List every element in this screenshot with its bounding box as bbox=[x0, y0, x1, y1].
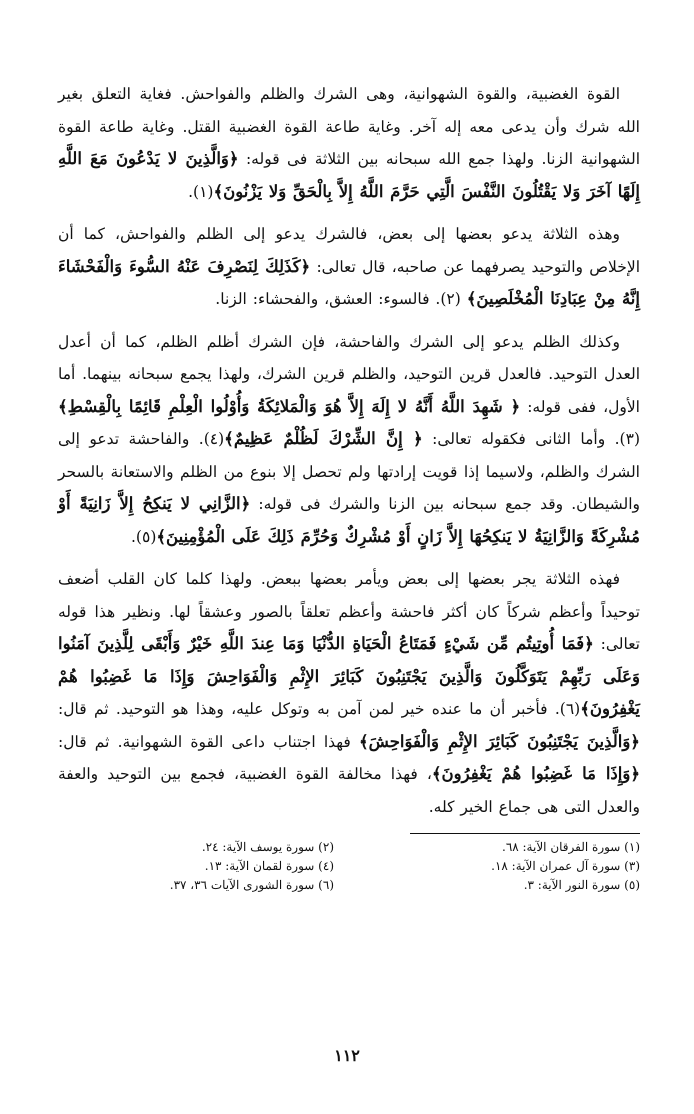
paragraph-text: القوة الغضبية، والقوة الشهوانية، وهى الشرك والظلم والفواحش. فغاية التعلق بغير الله شرك وأن يدعى معه إله آخر. وغاية طاعة القوة الغضبية القتل. وغاية طاعة القوة الشهوانية الزنا. ولهذا جمع الله سبحانه بين الثلاثة فى قوله: bbox=[58, 85, 641, 168]
footnote: (٣) سورة آل عمران الآية: ١٨. bbox=[491, 859, 640, 873]
quran-verse: ﴿الزَّانِي لا يَنكِحُ إِلاَّ زَانِيَةً أَوْ مُشْرِكَةً وَالزَّانِيَةُ لا يَنكِحُهَا إِلاَّ زَانٍ أَوْ مُشْرِكٌ وَحُرِّمَ ذَلِكَ عَلَى الْمُؤْمِنِينَ﴾ bbox=[58, 494, 640, 546]
paragraph bbox=[58, 563, 640, 823]
paragraph-text: (١). bbox=[188, 182, 214, 201]
paragraph-text: (٢). فالسوء: العشق، والفحشاء: الزنا. bbox=[215, 290, 467, 308]
footnote: (٦) سورة الشورى الآيات ٣٦، ٣٧. bbox=[169, 878, 334, 892]
quran-verse: ﴿وَالَّذِينَ يَجْتَنِبُونَ كَبَائِرَ الإِثْمِ وَالْفَوَاحِشَ﴾ bbox=[359, 731, 640, 751]
paragraph-text: وكذلك الظلم يدعو إلى الشرك والفاحشة، فإن الشرك أظلم الظلم، كما أن أعدل العدل التوحيد. فالعدل قرين التوحيد، والظلم قرين الشرك، ولهذا يجمع سبحانه بينهما. أما الأول، ففى قوله: bbox=[58, 332, 640, 416]
paragraph bbox=[58, 326, 640, 554]
quran-verse: ﴿فَمَا أُوتِيتُم مِّن شَيْءٍ فَمَتَاعُ الْحَيَاةِ الدُّنْيَا وَمَا عِندَ اللَّهِ خَيْرٌ وَأَبْقَى لِلَّذِينَ آمَنُوا وَعَلَى رَبِّهِمْ يَتَوَكَّلُونَ وَالَّذِينَ يَجْتَنِبُونَ كَبَائِرَ الإِثْمِ وَالْفَوَاحِشَ وَإِذَا مَا غَضِبُوا هُمْ يَغْفِرُونَ﴾ bbox=[58, 634, 640, 718]
footnote-separator bbox=[410, 833, 640, 834]
footnote: (٢) سورة يوسف الآية: ٢٤. bbox=[201, 840, 334, 854]
footnote: (٤) سورة لقمان الآية: ١٣. bbox=[204, 859, 334, 873]
paragraph-text: (٣). وأما الثانى فكقوله تعالى: bbox=[422, 430, 640, 448]
footnote: (١) سورة الفرقان الآية: ٦٨. bbox=[501, 840, 640, 854]
footnote: (٥) سورة النور الآية: ٣. bbox=[523, 878, 640, 892]
paragraph-text: ، فهذا مخالفة القوة الغضبية، فجمع بين التوحيد والعفة والعدل التى هى جماع الخير كله. bbox=[58, 765, 640, 816]
paragraph bbox=[58, 78, 640, 208]
paragraph-text: (٦). فأخبر أن ما عنده خير لمن آمن به وتوكل عليه، وهذا هو التوحيد. ثم قال: bbox=[58, 700, 581, 718]
paragraph bbox=[58, 218, 640, 316]
paragraph-text: (٥). bbox=[131, 527, 157, 546]
paragraph-text: فهذا اجتناب داعى القوة الشهوانية. ثم قال: bbox=[58, 732, 360, 751]
main-text bbox=[58, 78, 640, 823]
footnotes bbox=[58, 838, 640, 895]
page-body bbox=[58, 78, 640, 895]
quran-verse: ﴿كَذَلِكَ لِنَصْرِفَ عَنْهُ السُّوءَ وَالْفَحْشَاءَ إِنَّهُ مِنْ عِبَادِنَا الْمُخْلَصِينَ﴾ bbox=[58, 256, 640, 308]
quran-verse: ﴿ إِنَّ الشِّرْكَ لَظُلْمٌ عَظِيمٌ﴾ bbox=[224, 429, 423, 448]
paragraph-text: (٤). والفاحشة تدعو إلى الشرك والظلم، ولاسيما إذا قويت إرادتها ولم تحصل إلا بنوع من الظلم والاستعانة بالسحر والشيطان. وقد جمع سبحانه بين الزنا والشرك فى قوله: bbox=[58, 430, 640, 513]
quran-verse: ﴿وَالَّذِينَ لا يَدْعُونَ مَعَ اللَّهِ إِلَهًا آخَرَ وَلا يَقْتُلُونَ النَّفْسَ الَّتِي حَرَّمَ اللَّهُ إِلاَّ بِالْحَقِّ وَلا يَزْنُونَ﴾ bbox=[58, 149, 640, 201]
paragraph-text: فهذه الثلاثة يجر بعضها إلى بعض ويأمر بعضها ببعض. ولهذا كلما كان القلب أضعف توحيداً وأعظم شركاً كان أكثر فاحشة وأعظم تعلقاً بالصور وعشقاً لها. ونظير هذا قوله تعالى: bbox=[58, 570, 640, 653]
paragraph-text: وهذه الثلاثة يدعو بعضها إلى بعض، فالشرك يدعو إلى الظلم والفواحش، كما أن الإخلاص والتوحيد يصرفهما عن صاحبه، قال تعالى: bbox=[58, 225, 640, 276]
quran-verse: ﴿وَإِذَا مَا غَضِبُوا هُمْ يَغْفِرُونَ﴾ bbox=[431, 764, 640, 783]
quran-verse: ﴿ شَهِدَ اللَّهُ أَنَّهُ لا إِلَهَ إِلاَّ هُوَ وَالْمَلائِكَةُ وَأُوْلُوا الْعِلْمِ قَائِمًا بِالْقِسْطِ﴾ bbox=[58, 396, 521, 416]
page-number: ١١٢ bbox=[334, 1046, 360, 1065]
